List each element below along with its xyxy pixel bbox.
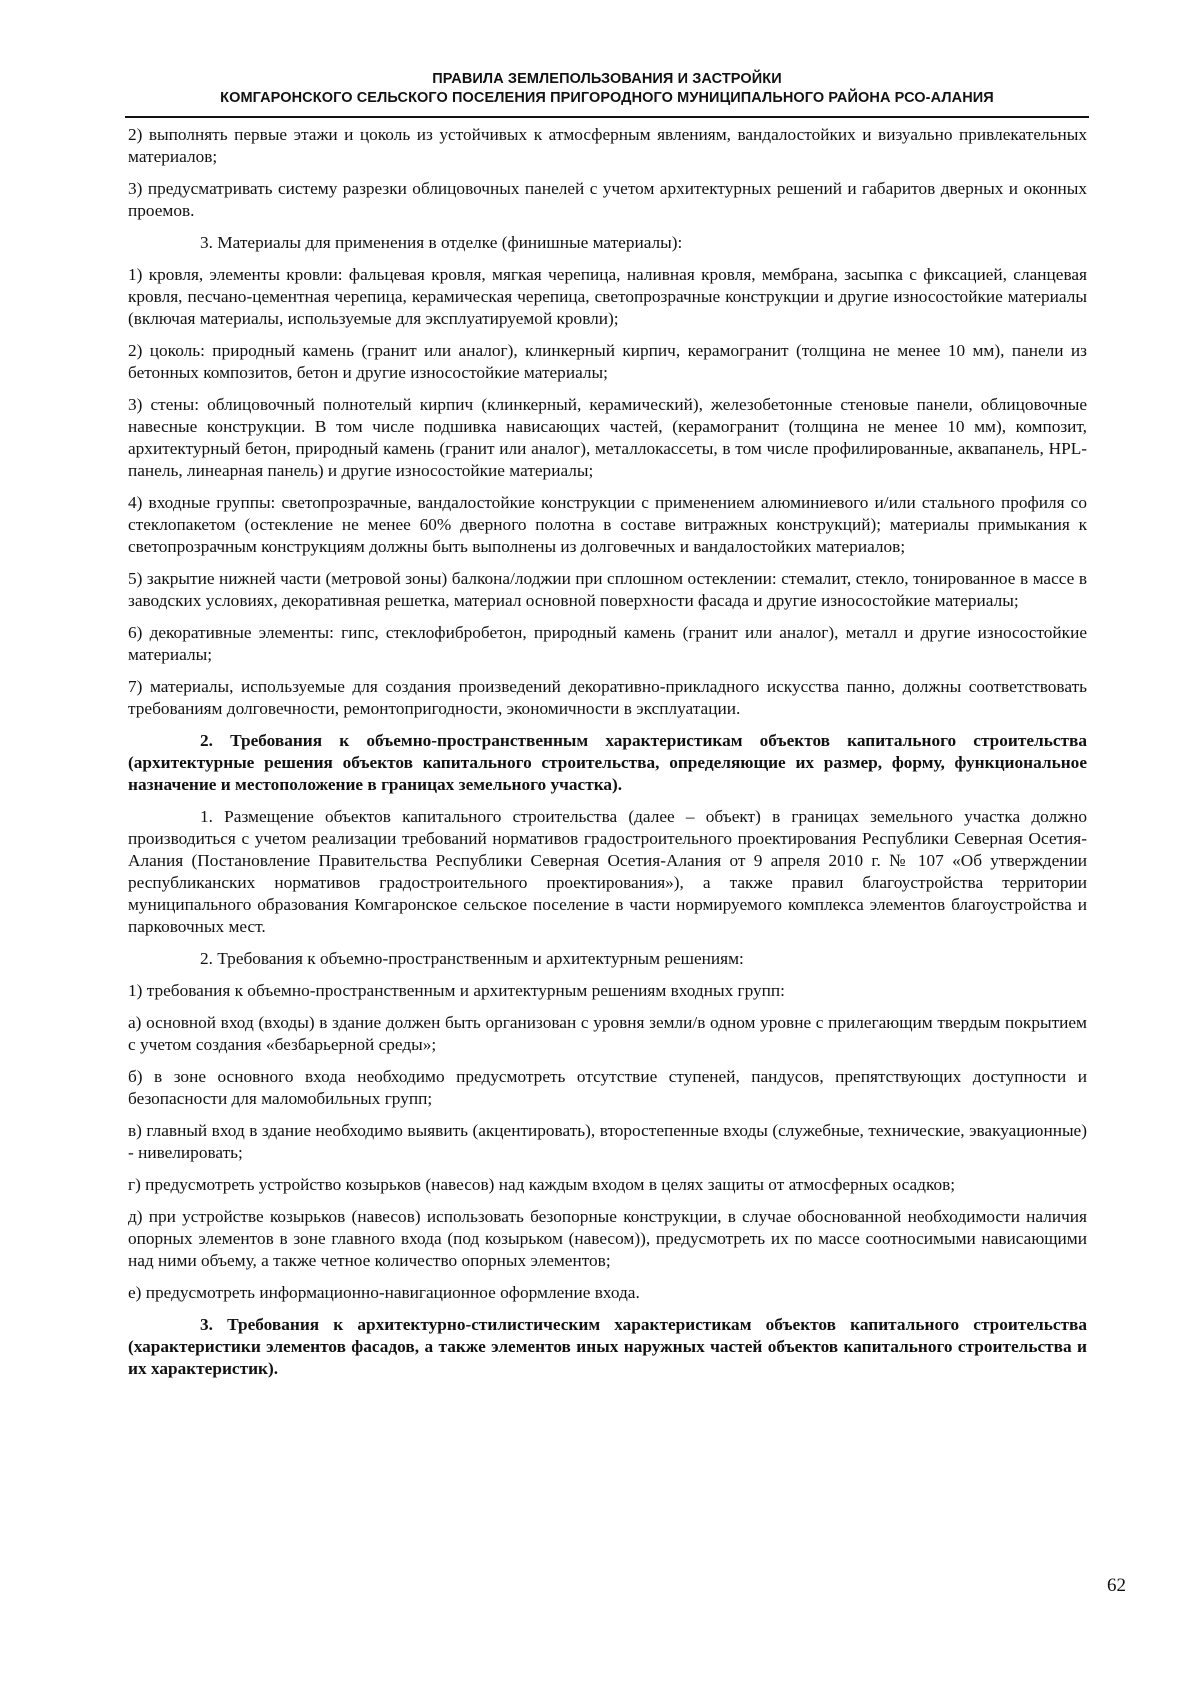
page-header (125, 70, 1089, 108)
section-heading: 3. Требования к архитектурно-стилистическим характеристикам объектов капитального строительства (характеристики элементов фасадов, а также элементов иных наружных частей объектов капитального строительства и их характеристик). (128, 1315, 1087, 1378)
paragraph: 3) предусматривать систему разрезки облицовочных панелей с учетом архитектурных решений и габаритов дверных и оконных проемов. (128, 179, 1087, 220)
paragraph: д) при устройстве козырьков (навесов) использовать безопорные конструкции, в случае обоснованной необходимости наличия опорных элементов в зоне главного входа (под козырьком (навесом)), предусмотреть их по массе соотносимыми нависающими над ними объему, а также четное количество опорных элементов; (128, 1207, 1087, 1270)
header-title-line-2: КОМГАРОНСКОГО СЕЛЬСКОГО ПОСЕЛЕНИЯ ПРИГОРОДНОГО МУНИЦИПАЛЬНОГО РАЙОНА РСО-АЛАНИЯ (220, 90, 994, 106)
paragraph: 5) закрытие нижней части (метровой зоны) балкона/лоджии при сплошном остеклении: стемалит, стекло, тонированное в массе в заводских условиях, декоративная решетка, материал основной поверхности фасада и другие износостойкие материалы; (128, 569, 1087, 610)
paragraph: 6) декоративные элементы: гипс, стеклофибробетон, природный камень (гранит или аналог), металл и другие износостойкие материалы; (128, 623, 1087, 664)
paragraph: 2. Требования к объемно-пространственным и архитектурным решениям: (200, 949, 744, 968)
paragraph: 7) материалы, используемые для создания произведений декоративно-прикладного искусства панно, должны соответствовать требованиям долговечности, ремонтопригодности, экономичности в эксплуатации. (128, 677, 1087, 718)
paragraph: 3. Материалы для применения в отделке (финишные материалы): (200, 233, 683, 252)
paragraph: е) предусмотреть информационно-навигационное оформление входа. (128, 1283, 640, 1302)
header-title-line-1: ПРАВИЛА ЗЕМЛЕПОЛЬЗОВАНИЯ И ЗАСТРОЙКИ (432, 71, 782, 87)
paragraph: 4) входные группы: светопрозрачные, вандалостойкие конструкции с применением алюминиевого и/или стального профиля со стеклопакетом (остекление не менее 60% дверного полотна в составе витражных конструкций); материалы примыкания к светопрозрачным конструкциям должны быть выполнены из долговечных и вандалостойких материалов; (128, 493, 1087, 556)
paragraph: 1) требования к объемно-пространственным и архитектурным решениям входных групп: (128, 981, 785, 1000)
paragraph: а) основной вход (входы) в здание должен быть организован с уровня земли/в одном уровне с прилегающим твердым покрытием с учетом создания «безбарьерной среды»; (128, 1013, 1087, 1054)
paragraph: б) в зоне основного входа необходимо предусмотреть отсутствие ступеней, пандусов, препятствующих доступности и безопасности для маломобильных групп; (128, 1067, 1087, 1108)
document-body (128, 124, 1087, 1390)
paragraph: 2) цоколь: природный камень (гранит или аналог), клинкерный кирпич, керамогранит (толщина не менее 10 мм), панели из бетонных композитов, бетон и другие износостойкие материалы; (128, 341, 1087, 382)
header-divider (125, 116, 1089, 118)
paragraph: в) главный вход в здание необходимо выявить (акцентировать), второстепенные входы (служебные, технические, эвакуационные) - нивелировать; (128, 1121, 1087, 1162)
paragraph: 2) выполнять первые этажи и цоколь из устойчивых к атмосферным явлениям, вандалостойких и визуально привлекательных материалов; (128, 125, 1087, 166)
paragraph: 1) кровля, элементы кровли: фальцевая кровля, мягкая черепица, наливная кровля, мембрана, засыпка с фиксацией, сланцевая кровля, песчано-цементная черепица, керамическая черепица, светопрозрачные конструкции и другие износостойкие материалы (включая материалы, используемые для эксплуатируемой кровли); (128, 265, 1087, 328)
section-heading: 2. Требования к объемно-пространственным характеристикам объектов капитального строительства (архитектурные решения объектов капитального строительства, определяющие их размер, форму, функциональное назначение и местоположение в границах земельного участка). (128, 731, 1087, 794)
page-number: 62 (1107, 1575, 1126, 1596)
paragraph: 3) стены: облицовочный полнотелый кирпич (клинкерный, керамический), железобетонные стеновые панели, облицовочные навесные конструкции. В том числе подшивка нависающих частей, (керамогранит (толщина не менее 10 мм), композит, архитектурный бетон, природный камень (гранит или аналог), металлокассеты, в том числе профилированные, аквапанель, HPL-панель, линеарная панель) и другие износостойкие материалы; (128, 395, 1087, 480)
paragraph: 1. Размещение объектов капитального строительства (далее – объект) в границах земельного участка должно производиться с учетом реализации требований нормативов градостроительного проектирования Республики Северная Осетия-Алания (Постановление Правительства Республики Северная Осетия-Алания от 9 апреля 2010 г. № 107 «Об утверждении республиканских нормативов градостроительного проектирования»), а также правил благоустройства территории муниципального образования Комгаронское сельское поселение в части нормируемого комплекса элементов благоустройства и парковочных мест. (128, 807, 1087, 936)
paragraph: г) предусмотреть устройство козырьков (навесов) над каждым входом в целях защиты от атмосферных осадков; (128, 1175, 956, 1194)
